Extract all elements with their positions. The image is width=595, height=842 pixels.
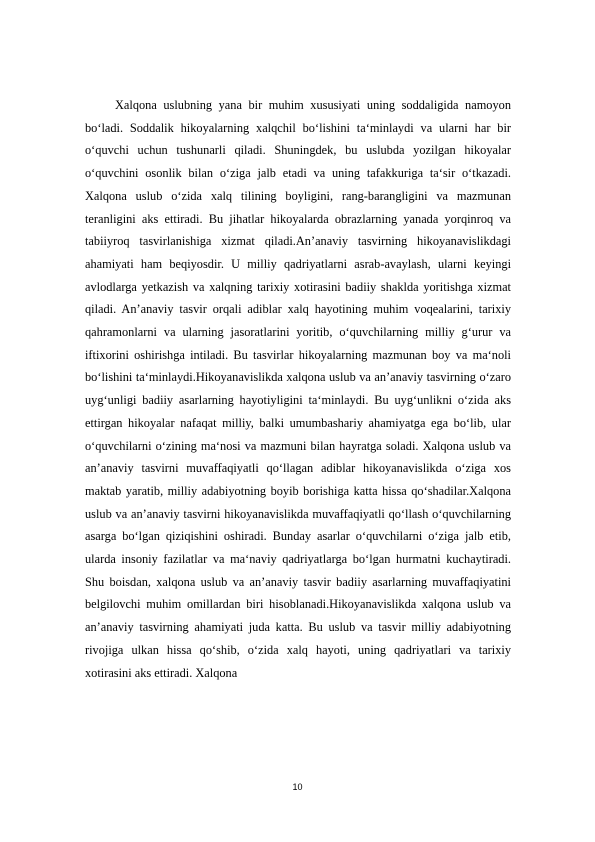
page-number: 10: [292, 782, 303, 792]
body-paragraph: Xalqona uslubning yana bir muhim xususiyati uning soddaligida namoyon bo‘ladi. Soddalik hikoyalarning xalqchil bo‘lishini ta‘minlaydi va ularni har bir o‘quvchi uchun tushunarli qiladi. Shuningdek, bu uslubda yozilgan hikoyalar o‘quvchini osonlik bilan o‘ziga jalb etadi va uning tafakkuriga ta‘sir o‘tkazadi. Xalqona uslub o‘zida xalq tilining boyligini, rang-barangligini va mazmunan teranligini aks ettiradi. Bu jihatlar hikoyalarda obrazlarning yanada yorqinroq va tabiiyroq tasvirlanishiga xizmat qiladi.An’anaviy tasvirning hikoyanavislikdagi ahamiyati ham beqiyosdir. U milliy qadriyatlarni asrab-avaylash, ularni keyingi avlodlarga yetkazish va xalqning tarixiy xotirasini badiiy shaklda yoritishga xizmat qiladi. An’anaviy tasvir orqali adiblar xalq hayotining muhim voqealarini, tarixiy qahramonlarni va ularning jasoratlarini yoritib, o‘quvchilarning milliy g‘urur va iftixorini oshirishga intiladi. Bu tasvirlar hikoyalarning mazmunan boy va ma‘noli bo‘lishini ta‘minlaydi.Hikoyanavislikda xalqona uslub va an’anaviy tasvirning o‘zaro uyg‘unligi badiiy asarlarning hayotiyligini ta‘minlaydi. Bu uyg‘unlikni o‘zida aks ettirgan hikoyalar nafaqat milliy, balki umumbashariy ahamiyatga ega bo‘lib, ular o‘quvchilarni o‘zining ma‘nosi va mazmuni bilan hayratga soladi. Xalqona uslub va an’anaviy tasvirni muvaffaqiyatli qo‘llagan adiblar hikoyanavislikda o‘ziga xos maktab yaratib, milliy adabiyotning boyib borishiga katta hissa qo‘shadilar.Xalqona uslub va an’anaviy tasvirni hikoyanavislikda muvaffaqiyatli qo‘llash o‘quvchilarning asarga bo‘lgan qiziqishini oshiradi. Bunday asarlar o‘quvchilarni o‘ziga jalb etib, ularda insoniy fazilatlar va ma‘naviy qadriyatlarga bo‘lgan hurmatni kuchaytiradi. Shu boisdan, xalqona uslub va an’anaviy tasvir badiiy asarlarning muvaffaqiyatini belgilovchi muhim omillardan biri hisoblanadi.Hikoyanavislikda xalqona uslub va an’anaviy tasvirning ahamiyati juda katta. Bu uslub va tasvir milliy adabiyotning rivojiga ulkan hissa qo‘shib, o‘zida xalq hayoti, uning qadriyatlari va tarixiy xotirasini aks ettiradi. Xalqona: [85, 98, 511, 680]
